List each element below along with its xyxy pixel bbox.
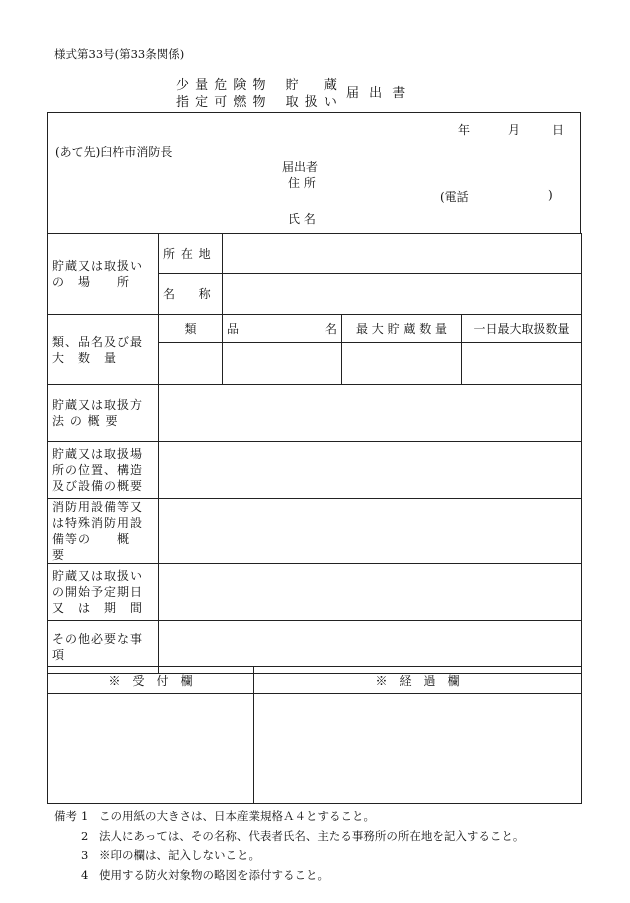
note-number: 4 [81, 867, 89, 882]
day-label: 日 [552, 123, 565, 137]
form-table [47, 233, 582, 674]
col-item-header: 品 名 [223, 315, 342, 343]
title-line-handling: 指 定 可 燃 物 取 扱 い [176, 95, 338, 110]
col-daily-max-header: 一日最大取扱数量 [462, 315, 582, 343]
address-label: 住 所 [288, 176, 316, 190]
storage-place-label: 貯蔵又は取扱いの 場 所 [48, 234, 159, 315]
method-field[interactable] [159, 385, 582, 442]
reception-header: ※ 受 付 欄 [48, 667, 254, 694]
note-text: 法人にあっては、その名称、代表者氏名、主たる事務所の所在地を記入すること。 [99, 828, 525, 843]
notes-heading: 備考 [54, 809, 77, 823]
type-value-field[interactable] [159, 343, 223, 385]
other-label: その他必要な事項 [48, 621, 159, 674]
name-label: 氏 名 [288, 212, 316, 226]
name-field[interactable] [223, 274, 582, 315]
location-label: 所 在 地 [159, 234, 223, 274]
fire-equipment-label: 消防用設備等又は特殊消防用設備等の 概 要 [48, 499, 159, 564]
max-storage-value-field[interactable] [342, 343, 462, 385]
note-number: 2 [81, 828, 89, 843]
reception-field [48, 694, 254, 804]
addressee: (あて先)臼杵市消防長 [55, 145, 173, 159]
start-date-field[interactable] [159, 564, 582, 621]
progress-header: ※ 経 過 欄 [254, 667, 582, 694]
notes-section [54, 807, 524, 885]
notifier-label: 届出者 [282, 160, 319, 174]
header-section [47, 112, 581, 234]
structure-field[interactable] [159, 442, 582, 499]
location-field[interactable] [223, 234, 582, 274]
month-label: 月 [508, 123, 521, 137]
year-label: 年 [458, 123, 471, 137]
col-max-storage-header: 最 大 貯 蔵 数 量 [342, 315, 462, 343]
method-label: 貯蔵又は取扱方 法 の 概 要 [48, 385, 159, 442]
category-label: 類、品名及び最 大 数 量 [48, 315, 159, 385]
note-text: 使用する防火対象物の略図を添付すること。 [99, 867, 329, 882]
phone-open: (電話 [440, 190, 469, 204]
note-text: この用紙の大きさは、日本産業規格Ａ４とすること。 [99, 809, 375, 823]
form-number: 様式第33号(第33条関係) [54, 47, 185, 61]
note-number: 3 [81, 848, 89, 862]
title-line-storage: 少 量 危 険 物 貯 蔵 [176, 78, 338, 93]
note-number: 1 [81, 809, 89, 823]
daily-max-value-field[interactable] [462, 343, 582, 385]
office-use-table [47, 666, 582, 804]
title-notification: 届 出 書 [346, 86, 409, 101]
start-date-label: 貯蔵又は取扱いの開始予定期日又 は 期 間 [48, 564, 159, 621]
fire-equipment-field[interactable] [159, 499, 582, 564]
structure-label: 貯蔵又は取扱場所の位置、構造及び設備の概要 [48, 442, 159, 499]
phone-close: ) [548, 188, 553, 202]
item-value-field[interactable] [223, 343, 342, 385]
col-type-header: 類 [159, 315, 223, 343]
note-text: ※印の欄は、記入しないこと。 [99, 848, 260, 862]
progress-field [254, 694, 582, 804]
name-field-label: 名 称 [159, 274, 223, 315]
